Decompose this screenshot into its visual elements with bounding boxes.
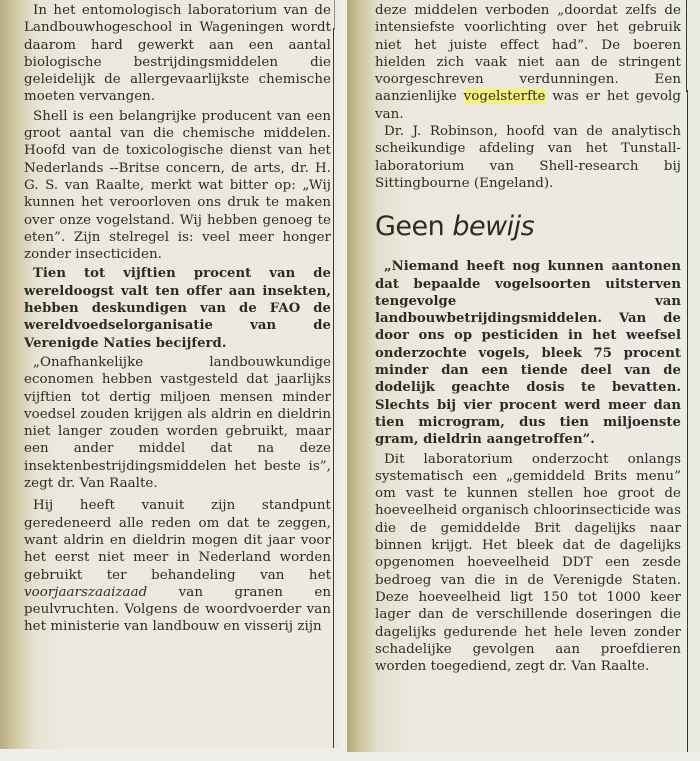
article-column-right xyxy=(375,0,681,675)
paragraph-bold: Tien tot vijftien procent van de wereldoogst valt ten offer aan insekten, hebben deskundigen van de FAO de wereldvoedselorganisatie van de Verenigde Naties becijferd. xyxy=(24,266,331,351)
paragraph: Dr. J. Robinson, hoofd van de analytisch scheikundige afdeling van het Tunstall-laboratorium van Shell-research bij Sittingbourne (Engeland). xyxy=(375,124,681,191)
newspaper-clipping-right xyxy=(347,0,700,752)
paragraph xyxy=(375,2,681,123)
section-heading xyxy=(375,210,681,244)
emphasis-text: voorjaarszaaizaad xyxy=(24,584,148,600)
paragraph: „Onafhankelijke landbouwkundige economen hebben vastgesteld dat jaarlijks vijftien tot dertig miljoen mensen minder voedsel zouden krijgen als aldrin en dieldrin niet langer zouden worden gebruikt, maar een ander middel dat na deze insektenbestrijdingsmiddelen het beste is”, zegt dr. Van Raalte. xyxy=(24,354,331,492)
newspaper-clipping-left xyxy=(0,0,340,749)
column-rule xyxy=(686,0,687,92)
column-rule xyxy=(333,28,334,748)
paragraph-text: van granen en peulvruchten. Volgens de woordvoerder van het ministerie van landbouw en visserij zijn xyxy=(24,584,331,635)
paragraph: In het entomologisch laboratorium van de Landbouwhogeschool in Wageningen wordt daarom hard gewerkt aan een aantal biologische bestrijdingsmiddelen die geleidelijk de allergevaarlijkste chemische moeten vervangen. xyxy=(24,3,331,105)
heading-text: Geen xyxy=(375,211,453,243)
paragraph xyxy=(24,497,331,635)
paragraph: Shell is een belangrijke producent van een groot aantal van die chemische middelen. Hoofd van de toxicologische dienst van het Nederlands --Britse concern, de arts, dr. H. G. S. van Raalte, merkt wat bitter op: „Wij kunnen het veroorloven ons druk te maken over onze vogelstand. Wij hebben genoeg te eten”. Zijn stelregel is: veel meer honger zonder insecticiden. xyxy=(24,108,331,263)
paragraph-bold: „Niemand heeft nog kunnen aantonen dat bepaalde vogelsoorten uitsterven tengevolge van landbouwbetrijdingsmiddelen. Van de door ons op pesticiden in het weefsel onderzochte vogels, bleek 75 procent minder dan een tiende deel van de dodelijk geachte dosis te bevatten. Slechts bij vier procent werd meer dan tien microgram, dus tien miljoenste gram, dieldrin aangetroffen”. xyxy=(375,259,681,448)
highlighted-text: vogelsterfte xyxy=(463,89,546,105)
column-rule xyxy=(334,0,335,30)
article-column-left xyxy=(24,0,331,636)
column-rule xyxy=(687,90,688,752)
paragraph-text: was er het gevolg van. xyxy=(375,89,682,122)
heading-text-italic: bewijs xyxy=(452,211,535,243)
paragraph-text: deze middelen verboden „doordat zelfs de intensiefste voorlichting over het gebruik niet het juiste effect had”. De boeren hielden zich vaak niet aan de stringent voorgeschreven verdunningen. Een aanzienlijke xyxy=(375,3,681,105)
paragraph: Dit laboratorium onderzocht onlangs systematisch een „gemiddeld Brits menu” om vast te kunnen stellen hoe groot de hoeveelheid organisch chloorinsecticide was die de gemiddelde Brit dagelijks naar binnen krijgt. Het bleek dat de dagelijks opgenomen hoeveelheid DDT een zesde bedroeg van die in de Verenigde Staten. Deze hoeveelheid ligt 150 tot 1000 keer lager dan de verschillende doseringen die dagelijks gedurende het hele leven zonder schadelijke gevolgen aan proefdieren worden toegediend, zegt dr. Van Raalte. xyxy=(375,451,681,675)
paragraph-text: Hij heeft vanuit zijn standpunt geredeneerd alle reden om dat te zeggen, want aldrin en dieldrin mogen dit jaar voor het eerst niet meer in Nederland worden gebruikt ter behandeling van het xyxy=(24,498,331,583)
